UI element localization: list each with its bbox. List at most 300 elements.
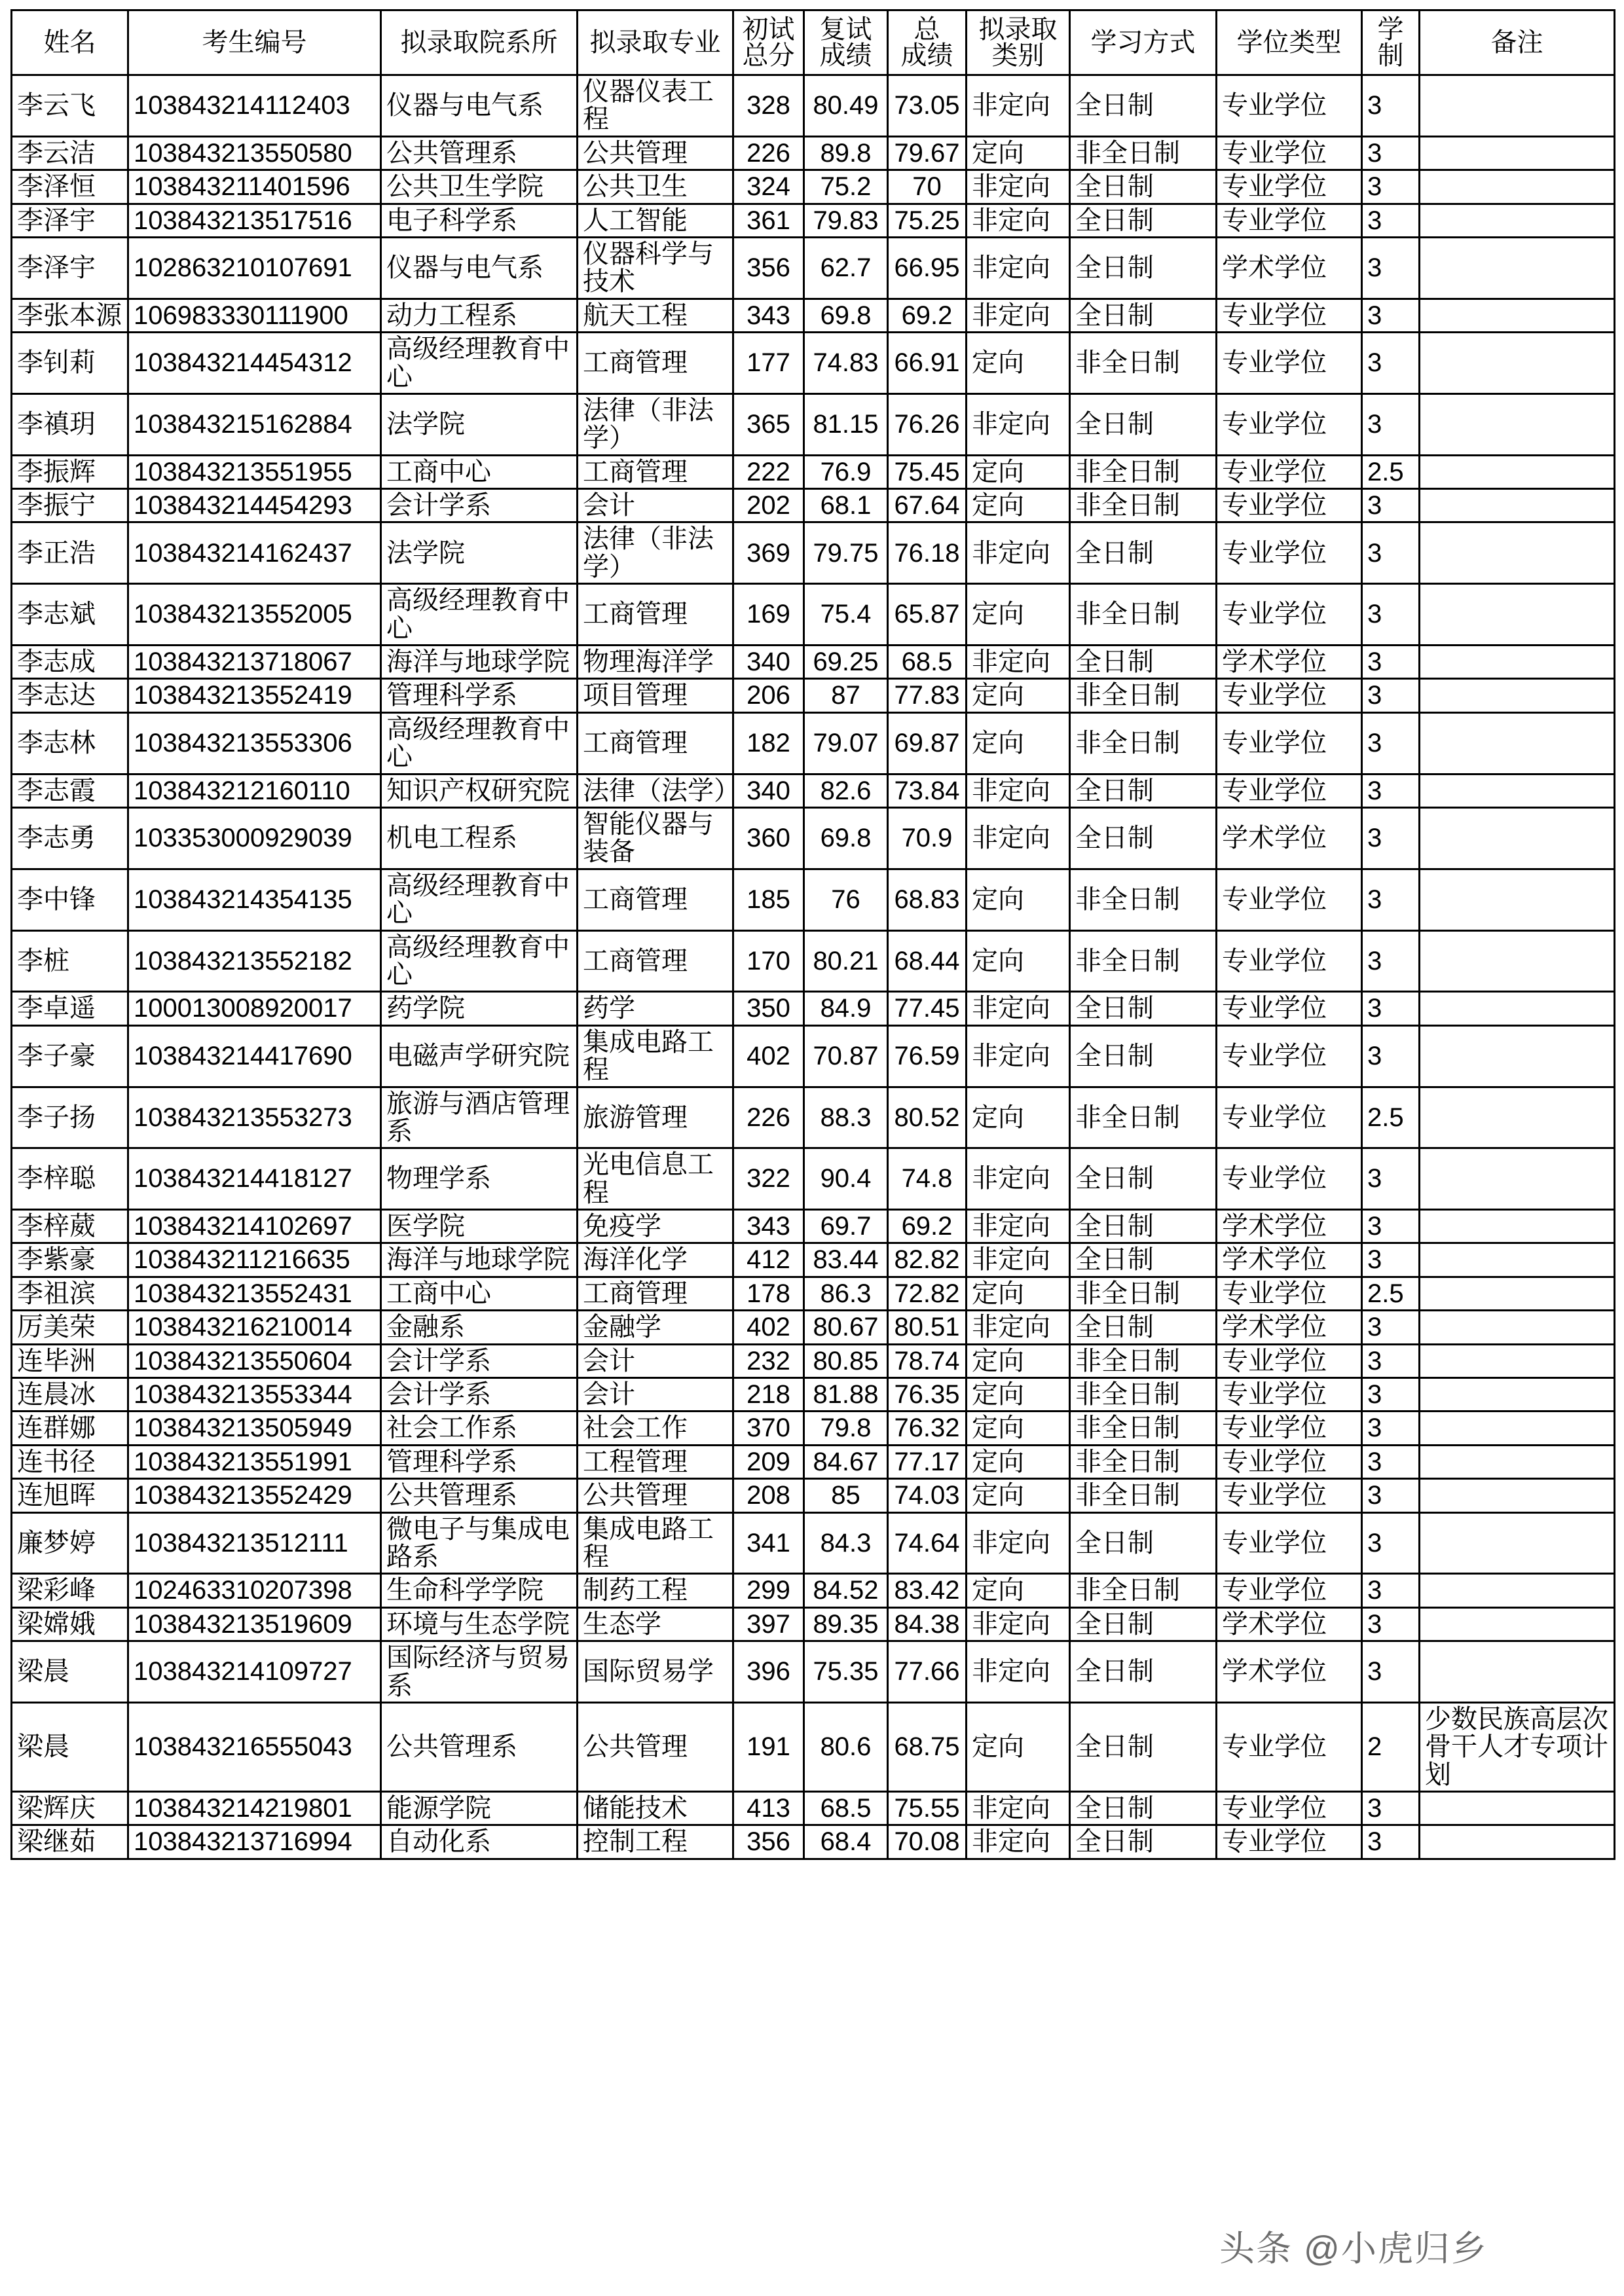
cell-second: 69.7 <box>804 1210 888 1243</box>
cell-id: 103843211401596 <box>128 170 381 204</box>
cell-remark <box>1420 1344 1615 1377</box>
cell-major: 免疫学 <box>578 1210 733 1243</box>
cell-degree: 学术学位 <box>1217 1641 1362 1703</box>
cell-first: 209 <box>733 1445 804 1478</box>
cell-first: 182 <box>733 712 804 774</box>
column-header-line: 姓名 <box>43 28 96 57</box>
table-row <box>12 299 1615 332</box>
cell-first: 324 <box>733 170 804 204</box>
cell-first: 185 <box>733 869 804 930</box>
cell-name: 李张本源 <box>12 299 128 332</box>
cell-major: 项目管理 <box>578 679 733 712</box>
cell-id: 103843213550604 <box>128 1344 381 1377</box>
cell-major: 储能技术 <box>578 1792 733 1825</box>
cell-id: 103843213551991 <box>128 1445 381 1478</box>
cell-name: 连毕洲 <box>12 1344 128 1377</box>
cell-remark <box>1420 1210 1615 1243</box>
cell-degree: 专业学位 <box>1217 1087 1362 1148</box>
cell-study: 全日制 <box>1070 522 1217 584</box>
cell-total: 76.26 <box>888 393 967 455</box>
cell-years: 3 <box>1362 489 1420 522</box>
table-row <box>12 1607 1615 1641</box>
cell-dept: 电子科学系 <box>381 204 578 237</box>
cell-type: 非定向 <box>967 1641 1070 1703</box>
cell-major: 工商管理 <box>578 930 733 992</box>
cell-second: 76.9 <box>804 455 888 488</box>
column-header-line: 学位类型 <box>1236 28 1342 57</box>
cell-second: 82.6 <box>804 774 888 807</box>
cell-name: 廉梦婷 <box>12 1512 128 1574</box>
cell-total: 68.5 <box>888 646 967 679</box>
cell-degree: 专业学位 <box>1217 1412 1362 1445</box>
cell-first: 202 <box>733 489 804 522</box>
cell-type: 非定向 <box>967 1243 1070 1277</box>
cell-name: 李泽宇 <box>12 204 128 237</box>
cell-id: 103843213553344 <box>128 1378 381 1412</box>
column-header-years <box>1362 10 1420 75</box>
cell-major: 金融学 <box>578 1311 733 1344</box>
cell-id: 103843214109727 <box>128 1641 381 1703</box>
cell-dept: 法学院 <box>381 393 578 455</box>
cell-type: 非定向 <box>967 170 1070 204</box>
cell-second: 88.3 <box>804 1087 888 1148</box>
cell-first: 350 <box>733 992 804 1025</box>
cell-name: 李紫豪 <box>12 1243 128 1277</box>
cell-second: 62.7 <box>804 237 888 299</box>
cell-years: 3 <box>1362 75 1420 137</box>
cell-degree: 学术学位 <box>1217 807 1362 869</box>
cell-type: 非定向 <box>967 1210 1070 1243</box>
cell-dept: 能源学院 <box>381 1792 578 1825</box>
cell-id: 103843216210014 <box>128 1311 381 1344</box>
cell-total: 74.8 <box>888 1148 967 1210</box>
cell-dept: 会计学系 <box>381 489 578 522</box>
cell-id: 103843214354135 <box>128 869 381 930</box>
cell-major: 工商管理 <box>578 584 733 646</box>
cell-study: 全日制 <box>1070 299 1217 332</box>
cell-type: 非定向 <box>967 1825 1070 1859</box>
cell-total: 69.87 <box>888 712 967 774</box>
watermark-text: 头条 @小虎归乡 <box>1219 2229 1488 2269</box>
cell-type: 非定向 <box>967 1311 1070 1344</box>
cell-study: 非全日制 <box>1070 869 1217 930</box>
cell-degree: 专业学位 <box>1217 869 1362 930</box>
cell-name: 梁晨 <box>12 1702 128 1791</box>
cell-second: 69.8 <box>804 807 888 869</box>
cell-name: 李桩 <box>12 930 128 992</box>
cell-second: 83.44 <box>804 1243 888 1277</box>
cell-second: 74.83 <box>804 333 888 394</box>
cell-name: 李云飞 <box>12 75 128 137</box>
cell-type: 定向 <box>967 455 1070 488</box>
column-header-type <box>967 10 1070 75</box>
cell-dept: 高级经理教育中心 <box>381 712 578 774</box>
cell-name: 李志勇 <box>12 807 128 869</box>
cell-type: 非定向 <box>967 522 1070 584</box>
table-row <box>12 774 1615 807</box>
cell-study: 非全日制 <box>1070 679 1217 712</box>
cell-degree: 专业学位 <box>1217 1479 1362 1512</box>
cell-dept: 管理科学系 <box>381 1445 578 1478</box>
table-row <box>12 489 1615 522</box>
cell-second: 75.2 <box>804 170 888 204</box>
table-row <box>12 584 1615 646</box>
cell-dept: 会计学系 <box>381 1344 578 1377</box>
cell-total: 70 <box>888 170 967 204</box>
cell-years: 3 <box>1362 1148 1420 1210</box>
column-header-line: 初试 <box>742 15 795 44</box>
cell-degree: 学术学位 <box>1217 1607 1362 1641</box>
table-row <box>12 1825 1615 1859</box>
cell-total: 76.32 <box>888 1412 967 1445</box>
column-header-line: 类别 <box>991 41 1044 70</box>
cell-first: 222 <box>733 455 804 488</box>
cell-id: 103843213519609 <box>128 1607 381 1641</box>
cell-degree: 学术学位 <box>1217 237 1362 299</box>
cell-years: 3 <box>1362 522 1420 584</box>
cell-study: 非全日制 <box>1070 930 1217 992</box>
table-row <box>12 1210 1615 1243</box>
cell-id: 103843213551955 <box>128 455 381 488</box>
cell-total: 66.91 <box>888 333 967 394</box>
cell-name: 李泽恒 <box>12 170 128 204</box>
cell-degree: 专业学位 <box>1217 1148 1362 1210</box>
cell-first: 191 <box>733 1702 804 1791</box>
cell-total: 77.83 <box>888 679 967 712</box>
cell-id: 103843214454312 <box>128 333 381 394</box>
cell-major: 会计 <box>578 489 733 522</box>
cell-total: 68.75 <box>888 1702 967 1791</box>
cell-first: 177 <box>733 333 804 394</box>
cell-years: 3 <box>1362 237 1420 299</box>
table-header <box>12 10 1615 75</box>
cell-study: 全日制 <box>1070 1825 1217 1859</box>
cell-first: 226 <box>733 1087 804 1148</box>
cell-first: 226 <box>733 136 804 170</box>
cell-dept: 公共管理系 <box>381 136 578 170</box>
cell-total: 70.9 <box>888 807 967 869</box>
cell-type: 非定向 <box>967 393 1070 455</box>
cell-second: 70.87 <box>804 1025 888 1087</box>
cell-degree: 专业学位 <box>1217 1792 1362 1825</box>
cell-type: 定向 <box>967 930 1070 992</box>
column-header-major <box>578 10 733 75</box>
cell-study: 全日制 <box>1070 1641 1217 1703</box>
cell-second: 81.15 <box>804 393 888 455</box>
cell-dept: 工商中心 <box>381 1277 578 1310</box>
cell-major: 工商管理 <box>578 455 733 488</box>
cell-study: 全日制 <box>1070 1702 1217 1791</box>
cell-study: 非全日制 <box>1070 1412 1217 1445</box>
cell-id: 103353000929039 <box>128 807 381 869</box>
cell-total: 77.17 <box>888 1445 967 1478</box>
cell-study: 全日制 <box>1070 1512 1217 1574</box>
column-header-line: 学习方式 <box>1090 28 1196 57</box>
cell-type: 非定向 <box>967 1148 1070 1210</box>
cell-first: 412 <box>733 1243 804 1277</box>
table-row <box>12 869 1615 930</box>
cell-second: 80.67 <box>804 1311 888 1344</box>
cell-remark <box>1420 333 1615 394</box>
cell-total: 77.45 <box>888 992 967 1025</box>
cell-major: 公共管理 <box>578 136 733 170</box>
cell-second: 79.07 <box>804 712 888 774</box>
cell-type: 非定向 <box>967 646 1070 679</box>
cell-years: 3 <box>1362 1792 1420 1825</box>
table-row <box>12 1702 1615 1791</box>
table-row <box>12 1277 1615 1310</box>
cell-degree: 专业学位 <box>1217 712 1362 774</box>
cell-id: 103843213718067 <box>128 646 381 679</box>
cell-dept: 法学院 <box>381 522 578 584</box>
table-row <box>12 1574 1615 1607</box>
cell-remark <box>1420 992 1615 1025</box>
cell-major: 制药工程 <box>578 1574 733 1607</box>
cell-degree: 学术学位 <box>1217 1210 1362 1243</box>
cell-type: 定向 <box>967 1087 1070 1148</box>
cell-study: 全日制 <box>1070 204 1217 237</box>
cell-id: 106983330111900 <box>128 299 381 332</box>
cell-major: 工程管理 <box>578 1445 733 1478</box>
cell-type: 非定向 <box>967 204 1070 237</box>
cell-study: 全日制 <box>1070 1792 1217 1825</box>
cell-total: 69.2 <box>888 299 967 332</box>
cell-first: 397 <box>733 1607 804 1641</box>
table-row <box>12 1243 1615 1277</box>
cell-study: 全日制 <box>1070 992 1217 1025</box>
table-row <box>12 1311 1615 1344</box>
cell-name: 连书径 <box>12 1445 128 1478</box>
cell-study: 全日制 <box>1070 237 1217 299</box>
cell-dept: 旅游与酒店管理系 <box>381 1087 578 1148</box>
cell-second: 80.21 <box>804 930 888 992</box>
cell-study: 非全日制 <box>1070 1479 1217 1512</box>
cell-total: 83.42 <box>888 1574 967 1607</box>
cell-years: 3 <box>1362 646 1420 679</box>
table-row <box>12 1412 1615 1445</box>
cell-years: 3 <box>1362 1243 1420 1277</box>
cell-dept: 微电子与集成电路系 <box>381 1512 578 1574</box>
cell-name: 李振辉 <box>12 455 128 488</box>
cell-name: 连群娜 <box>12 1412 128 1445</box>
cell-id: 103843212160110 <box>128 774 381 807</box>
cell-remark <box>1420 489 1615 522</box>
table-row <box>12 393 1615 455</box>
cell-remark <box>1420 1792 1615 1825</box>
cell-first: 360 <box>733 807 804 869</box>
cell-years: 3 <box>1362 1512 1420 1574</box>
cell-years: 2.5 <box>1362 455 1420 488</box>
cell-dept: 海洋与地球学院 <box>381 1243 578 1277</box>
cell-second: 90.4 <box>804 1148 888 1210</box>
table-row <box>12 1792 1615 1825</box>
cell-total: 84.38 <box>888 1607 967 1641</box>
cell-first: 365 <box>733 393 804 455</box>
cell-second: 75.4 <box>804 584 888 646</box>
cell-type: 定向 <box>967 1412 1070 1445</box>
cell-remark <box>1420 1311 1615 1344</box>
cell-id: 103843213552429 <box>128 1479 381 1512</box>
cell-remark <box>1420 584 1615 646</box>
column-header-second <box>804 10 888 75</box>
cell-degree: 专业学位 <box>1217 455 1362 488</box>
cell-id: 103843214417690 <box>128 1025 381 1087</box>
cell-remark <box>1420 1277 1615 1310</box>
cell-type: 非定向 <box>967 75 1070 137</box>
cell-dept: 社会工作系 <box>381 1412 578 1445</box>
cell-remark <box>1420 1412 1615 1445</box>
cell-major: 公共管理 <box>578 1702 733 1791</box>
cell-second: 69.8 <box>804 299 888 332</box>
cell-years: 3 <box>1362 712 1420 774</box>
cell-remark <box>1420 807 1615 869</box>
cell-id: 100013008920017 <box>128 992 381 1025</box>
cell-years: 3 <box>1362 333 1420 394</box>
cell-degree: 专业学位 <box>1217 393 1362 455</box>
cell-dept: 药学院 <box>381 992 578 1025</box>
cell-degree: 专业学位 <box>1217 1025 1362 1087</box>
cell-years: 3 <box>1362 1378 1420 1412</box>
cell-major: 公共管理 <box>578 1479 733 1512</box>
cell-degree: 专业学位 <box>1217 75 1362 137</box>
cell-second: 68.5 <box>804 1792 888 1825</box>
cell-years: 3 <box>1362 1641 1420 1703</box>
cell-type: 非定向 <box>967 807 1070 869</box>
cell-remark <box>1420 1607 1615 1641</box>
cell-second: 80.6 <box>804 1702 888 1791</box>
cell-first: 356 <box>733 1825 804 1859</box>
cell-first: 361 <box>733 204 804 237</box>
table-row <box>12 237 1615 299</box>
cell-total: 67.64 <box>888 489 967 522</box>
cell-second: 69.25 <box>804 646 888 679</box>
cell-years: 3 <box>1362 930 1420 992</box>
cell-years: 2.5 <box>1362 1277 1420 1310</box>
cell-second: 68.4 <box>804 1825 888 1859</box>
cell-type: 定向 <box>967 712 1070 774</box>
cell-total: 80.52 <box>888 1087 967 1148</box>
cell-name: 李志林 <box>12 712 128 774</box>
table-row <box>12 1512 1615 1574</box>
cell-total: 68.83 <box>888 869 967 930</box>
cell-dept: 海洋与地球学院 <box>381 646 578 679</box>
cell-first: 340 <box>733 774 804 807</box>
cell-study: 全日制 <box>1070 774 1217 807</box>
table-row <box>12 679 1615 712</box>
cell-id: 103843211216635 <box>128 1243 381 1277</box>
cell-major: 国际贸易学 <box>578 1641 733 1703</box>
column-header-line: 考生编号 <box>202 28 307 57</box>
cell-second: 84.3 <box>804 1512 888 1574</box>
cell-dept: 工商中心 <box>381 455 578 488</box>
cell-name: 李泽宇 <box>12 237 128 299</box>
cell-first: 208 <box>733 1479 804 1512</box>
cell-second: 84.52 <box>804 1574 888 1607</box>
cell-study: 非全日制 <box>1070 712 1217 774</box>
cell-first: 206 <box>733 679 804 712</box>
cell-years: 3 <box>1362 1825 1420 1859</box>
cell-degree: 专业学位 <box>1217 930 1362 992</box>
cell-id: 103843213553273 <box>128 1087 381 1148</box>
cell-study: 非全日制 <box>1070 333 1217 394</box>
cell-degree: 专业学位 <box>1217 584 1362 646</box>
column-header-remark <box>1420 10 1615 75</box>
cell-dept: 高级经理教育中心 <box>381 869 578 930</box>
cell-id: 103843214418127 <box>128 1148 381 1210</box>
cell-study: 全日制 <box>1070 1243 1217 1277</box>
cell-dept: 国际经济与贸易系 <box>381 1641 578 1703</box>
cell-years: 2 <box>1362 1702 1420 1791</box>
cell-total: 80.51 <box>888 1311 967 1344</box>
cell-major: 生态学 <box>578 1607 733 1641</box>
cell-type: 定向 <box>967 1344 1070 1377</box>
table-row <box>12 1641 1615 1703</box>
cell-id: 103843215162884 <box>128 393 381 455</box>
column-header-study <box>1070 10 1217 75</box>
cell-second: 79.75 <box>804 522 888 584</box>
cell-second: 75.35 <box>804 1641 888 1703</box>
table-row <box>12 522 1615 584</box>
cell-dept: 公共卫生学院 <box>381 170 578 204</box>
cell-type: 定向 <box>967 333 1070 394</box>
column-header-line: 总 <box>913 15 940 44</box>
table-row <box>12 712 1615 774</box>
cell-name: 梁嫦娥 <box>12 1607 128 1641</box>
cell-years: 3 <box>1362 136 1420 170</box>
table-row <box>12 1025 1615 1087</box>
cell-years: 3 <box>1362 1607 1420 1641</box>
cell-years: 3 <box>1362 584 1420 646</box>
cell-name: 李梓葳 <box>12 1210 128 1243</box>
cell-name: 李子豪 <box>12 1025 128 1087</box>
cell-id: 103843213505949 <box>128 1412 381 1445</box>
cell-id: 103843213716994 <box>128 1825 381 1859</box>
cell-remark <box>1420 646 1615 679</box>
table-row <box>12 1148 1615 1210</box>
column-header-line: 拟录取 <box>978 15 1058 44</box>
cell-second: 89.8 <box>804 136 888 170</box>
cell-dept: 公共管理系 <box>381 1702 578 1791</box>
cell-total: 65.87 <box>888 584 967 646</box>
cell-remark <box>1420 930 1615 992</box>
cell-id: 103843213552005 <box>128 584 381 646</box>
cell-name: 梁彩峰 <box>12 1574 128 1607</box>
cell-study: 非全日制 <box>1070 136 1217 170</box>
table-row <box>12 1087 1615 1148</box>
cell-total: 75.45 <box>888 455 967 488</box>
cell-degree: 专业学位 <box>1217 170 1362 204</box>
cell-remark <box>1420 170 1615 204</box>
cell-second: 89.35 <box>804 1607 888 1641</box>
cell-type: 定向 <box>967 869 1070 930</box>
cell-major: 会计 <box>578 1344 733 1377</box>
column-header-name <box>12 10 128 75</box>
cell-id: 103843213512111 <box>128 1512 381 1574</box>
cell-second: 84.9 <box>804 992 888 1025</box>
table-row <box>12 204 1615 237</box>
cell-type: 非定向 <box>967 1025 1070 1087</box>
cell-second: 79.8 <box>804 1412 888 1445</box>
cell-second: 87 <box>804 679 888 712</box>
cell-dept: 医学院 <box>381 1210 578 1243</box>
cell-degree: 专业学位 <box>1217 774 1362 807</box>
table-row <box>12 455 1615 488</box>
cell-study: 全日制 <box>1070 75 1217 137</box>
cell-dept: 管理科学系 <box>381 679 578 712</box>
cell-dept: 电磁声学研究院 <box>381 1025 578 1087</box>
cell-remark <box>1420 1025 1615 1087</box>
cell-id: 103843214219801 <box>128 1792 381 1825</box>
